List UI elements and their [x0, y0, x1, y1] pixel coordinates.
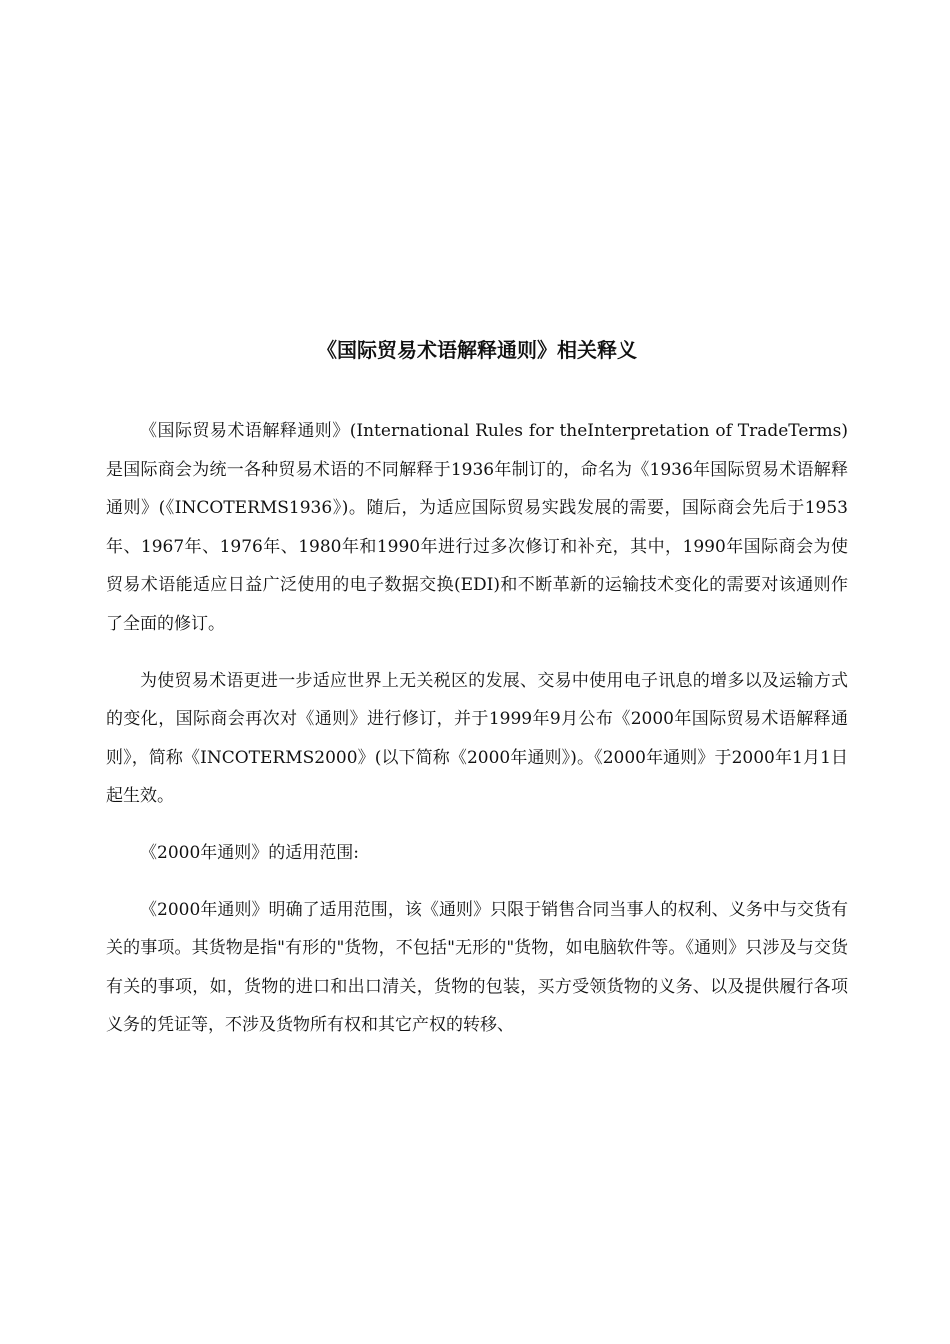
paragraph-revision-2000: 为使贸易术语更进一步适应世界上无关税区的发展、交易中使用电子讯息的增多以及运输方式的变化，国际商会再次对《通则》进行修订，并于1999年9月公布《2000年国际贸易术语解释通则》，简称《INCOTERMS2000》(以下简称《2000年通则》)。《2000年通则》于2000年1月1日起生效。 — [106, 670, 848, 807]
document-title: 《国际贸易术语解释通则》相关释义 — [317, 338, 637, 362]
paragraph-intro: 《国际贸易术语解释通则》(International Rules for theInterpretation of TradeTerms)是国际商会为统一各种贸易术语的不同解释于1936年制订的，命名为《1936年国际贸易术语解释通则》(《INCOTERMS1936》)。随后，为适应国际贸易实践发展的需要，国际商会先后于1953年、1967年、1976年、1980年和1990年进行过多次修订和补充，其中，1990年国际商会为使贸易术语能适应日益广泛使用的电子数据交换(EDI)和不断革新的运输技术变化的需要对该通则作了全面的修订。 — [106, 421, 848, 634]
paragraph-scope-detail: 《2000年通则》明确了适用范围，该《通则》只限于销售合同当事人的权利、义务中与交货有关的事项。其货物是指"有形的"货物，不包括"无形的"货物，如电脑软件等。《通则》只涉及与交货有关的事项，如，货物的进口和出口清关，货物的包装，买方受领货物的义务、以及提供履行各项义务的凭证等，不涉及货物所有权和其它产权的转移、 — [106, 899, 848, 1036]
document-body — [106, 333, 848, 1063]
paragraph-scope-heading: 《2000年通则》的适用范围: — [140, 842, 359, 863]
